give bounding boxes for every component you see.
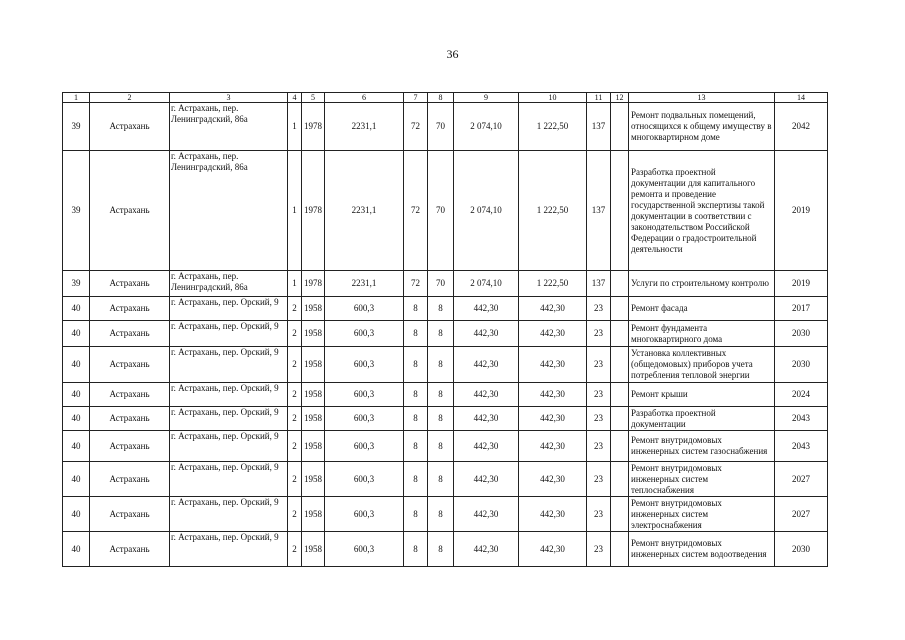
table-row (63, 103, 828, 151)
city-cell: Астрахань (90, 407, 170, 431)
table-row (63, 271, 828, 297)
table-row (63, 497, 828, 532)
address-cell: г. Астрахань, пер. Орский, 9 (170, 383, 288, 407)
year-due-cell: 2019 (775, 151, 828, 271)
cell: 23 (587, 497, 611, 532)
row-number-cell: 40 (63, 497, 90, 532)
year-cell: 1978 (302, 103, 325, 151)
cell (611, 321, 629, 347)
column-header: 1 (63, 93, 90, 103)
cell: 2 (288, 407, 302, 431)
cell: 442,30 (454, 462, 519, 497)
cell (611, 431, 629, 462)
address-cell: г. Астрахань, пер. Орский, 9 (170, 297, 288, 321)
year-due-cell: 2017 (775, 297, 828, 321)
cell: 442,30 (454, 497, 519, 532)
cell: 442,30 (454, 431, 519, 462)
cell: 1 (288, 151, 302, 271)
table-row (63, 347, 828, 383)
cell: 23 (587, 297, 611, 321)
table-row (63, 321, 828, 347)
year-cell: 1958 (302, 321, 325, 347)
column-header: 5 (302, 93, 325, 103)
cell: 2 (288, 347, 302, 383)
cell (611, 407, 629, 431)
cell: 442,30 (519, 297, 587, 321)
cell: 2 (288, 462, 302, 497)
column-header: 2 (90, 93, 170, 103)
city-cell: Астрахань (90, 431, 170, 462)
cell: 72 (404, 271, 428, 297)
cell: 442,30 (519, 462, 587, 497)
area-cell: 600,3 (325, 497, 404, 532)
cell: 70 (428, 151, 454, 271)
year-cell: 1958 (302, 431, 325, 462)
year-cell: 1958 (302, 347, 325, 383)
cell: 2 074,10 (454, 103, 519, 151)
year-due-cell: 2027 (775, 497, 828, 532)
work-type-cell: Услуги по строительному контролю (629, 271, 775, 297)
table-row (63, 151, 828, 271)
cell: 137 (587, 103, 611, 151)
page-number: 36 (446, 47, 459, 61)
address-cell: г. Астрахань, пер. Ленинградский, 86а (170, 103, 288, 151)
table-row (63, 462, 828, 497)
cell: 8 (428, 407, 454, 431)
city-cell: Астрахань (90, 151, 170, 271)
row-number-cell: 40 (63, 383, 90, 407)
work-type-cell: Разработка проектной документации (629, 407, 775, 431)
column-header: 8 (428, 93, 454, 103)
city-cell: Астрахань (90, 103, 170, 151)
year-cell: 1958 (302, 297, 325, 321)
area-cell: 2231,1 (325, 271, 404, 297)
year-cell: 1958 (302, 383, 325, 407)
cell: 8 (428, 347, 454, 383)
address-cell: г. Астрахань, пер. Орский, 9 (170, 407, 288, 431)
column-header: 12 (611, 93, 629, 103)
year-due-cell: 2043 (775, 431, 828, 462)
work-type-cell: Ремонт фундамента многоквартирного дома (629, 321, 775, 347)
cell: 442,30 (454, 532, 519, 567)
cell: 8 (428, 532, 454, 567)
year-due-cell: 2019 (775, 271, 828, 297)
column-header: 13 (629, 93, 775, 103)
cell (611, 347, 629, 383)
row-number-cell: 40 (63, 321, 90, 347)
work-type-cell: Ремонт внутридомовых инженерных систем теплоснабжения (629, 462, 775, 497)
column-header: 11 (587, 93, 611, 103)
cell: 8 (404, 407, 428, 431)
area-cell: 2231,1 (325, 151, 404, 271)
table-row (63, 383, 828, 407)
year-due-cell: 2043 (775, 407, 828, 431)
cell: 2 (288, 297, 302, 321)
area-cell: 2231,1 (325, 103, 404, 151)
cell: 442,30 (454, 407, 519, 431)
cell: 442,30 (519, 532, 587, 567)
area-cell: 600,3 (325, 462, 404, 497)
table-row (63, 297, 828, 321)
row-number-cell: 40 (63, 407, 90, 431)
cell: 8 (428, 321, 454, 347)
cell: 2 074,10 (454, 271, 519, 297)
address-cell: г. Астрахань, пер. Орский, 9 (170, 497, 288, 532)
cell: 1 222,50 (519, 103, 587, 151)
cell: 2 (288, 431, 302, 462)
year-due-cell: 2027 (775, 462, 828, 497)
cell: 70 (428, 103, 454, 151)
table-row (63, 407, 828, 431)
address-cell: г. Астрахань, пер. Орский, 9 (170, 431, 288, 462)
cell: 2 (288, 321, 302, 347)
cell: 8 (404, 431, 428, 462)
area-cell: 600,3 (325, 321, 404, 347)
work-type-cell: Ремонт крыши (629, 383, 775, 407)
column-header: 7 (404, 93, 428, 103)
cell: 1 (288, 103, 302, 151)
city-cell: Астрахань (90, 497, 170, 532)
table-row (63, 431, 828, 462)
cell: 23 (587, 431, 611, 462)
column-header: 6 (325, 93, 404, 103)
cell: 442,30 (519, 321, 587, 347)
work-type-cell: Ремонт фасада (629, 297, 775, 321)
cell (611, 462, 629, 497)
address-cell: г. Астрахань, пер. Орский, 9 (170, 532, 288, 567)
row-number-cell: 40 (63, 297, 90, 321)
cell: 442,30 (519, 347, 587, 383)
area-cell: 600,3 (325, 383, 404, 407)
row-number-cell: 39 (63, 103, 90, 151)
city-cell: Астрахань (90, 347, 170, 383)
address-cell: г. Астрахань, пер. Ленинградский, 86а (170, 271, 288, 297)
cell: 1 222,50 (519, 151, 587, 271)
area-cell: 600,3 (325, 532, 404, 567)
cell: 8 (404, 383, 428, 407)
work-type-cell: Ремонт внутридомовых инженерных систем газоснабжения (629, 431, 775, 462)
city-cell: Астрахань (90, 532, 170, 567)
row-number-cell: 39 (63, 151, 90, 271)
year-due-cell: 2024 (775, 383, 828, 407)
cell (611, 271, 629, 297)
city-cell: Астрахань (90, 271, 170, 297)
year-due-cell: 2030 (775, 321, 828, 347)
cell: 442,30 (454, 347, 519, 383)
cell: 8 (404, 297, 428, 321)
cell: 442,30 (519, 383, 587, 407)
year-cell: 1978 (302, 271, 325, 297)
area-cell: 600,3 (325, 297, 404, 321)
city-cell: Астрахань (90, 462, 170, 497)
cell: 8 (404, 347, 428, 383)
table-row (63, 532, 828, 567)
cell: 442,30 (519, 407, 587, 431)
city-cell: Астрахань (90, 383, 170, 407)
cell: 442,30 (519, 431, 587, 462)
row-number-cell: 40 (63, 431, 90, 462)
cell: 1 222,50 (519, 271, 587, 297)
address-cell: г. Астрахань, пер. Орский, 9 (170, 347, 288, 383)
cell: 8 (428, 383, 454, 407)
work-type-cell: Разработка проектной документации для капитального ремонта и проведение государственной экспертизы такой документации в соответствии с законодательством Российской Федерации о градостроительной деятельности (629, 151, 775, 271)
cell: 23 (587, 532, 611, 567)
work-type-cell: Ремонт внутридомовых инженерных систем электроснабжения (629, 497, 775, 532)
cell: 2 (288, 383, 302, 407)
cell: 8 (428, 497, 454, 532)
cell: 2 (288, 497, 302, 532)
cell: 442,30 (454, 297, 519, 321)
cell: 442,30 (454, 383, 519, 407)
city-cell: Астрахань (90, 297, 170, 321)
cell (611, 297, 629, 321)
cell: 8 (404, 532, 428, 567)
area-cell: 600,3 (325, 347, 404, 383)
city-cell: Астрахань (90, 321, 170, 347)
cell: 23 (587, 321, 611, 347)
cell (611, 532, 629, 567)
cell: 137 (587, 271, 611, 297)
cell: 8 (428, 431, 454, 462)
cell: 72 (404, 151, 428, 271)
cell: 72 (404, 103, 428, 151)
row-number-cell: 39 (63, 271, 90, 297)
cell: 23 (587, 347, 611, 383)
cell: 442,30 (519, 497, 587, 532)
address-cell: г. Астрахань, пер. Ленинградский, 86а (170, 151, 288, 271)
year-cell: 1958 (302, 532, 325, 567)
year-cell: 1958 (302, 462, 325, 497)
row-number-cell: 40 (63, 532, 90, 567)
column-header: 9 (454, 93, 519, 103)
cell: 137 (587, 151, 611, 271)
column-header: 10 (519, 93, 587, 103)
column-header: 3 (170, 93, 288, 103)
cell (611, 497, 629, 532)
area-cell: 600,3 (325, 407, 404, 431)
cell: 23 (587, 462, 611, 497)
cell: 8 (404, 462, 428, 497)
cell: 70 (428, 271, 454, 297)
cell: 8 (404, 321, 428, 347)
year-due-cell: 2030 (775, 347, 828, 383)
cell (611, 383, 629, 407)
work-type-cell: Установка коллективных (общедомовых) приборов учета потребления тепловой энергии (629, 347, 775, 383)
cell: 2 (288, 532, 302, 567)
column-header: 14 (775, 93, 828, 103)
year-cell: 1978 (302, 151, 325, 271)
work-type-cell: Ремонт подвальных помещений, относящихся к общему имуществу в многоквартирном доме (629, 103, 775, 151)
year-due-cell: 2030 (775, 532, 828, 567)
capital-repair-table (62, 92, 828, 567)
column-header: 4 (288, 93, 302, 103)
cell: 442,30 (454, 321, 519, 347)
cell: 2 074,10 (454, 151, 519, 271)
year-due-cell: 2042 (775, 103, 828, 151)
work-type-cell: Ремонт внутридомовых инженерных систем водоотведения (629, 532, 775, 567)
cell: 8 (404, 497, 428, 532)
cell (611, 103, 629, 151)
row-number-cell: 40 (63, 347, 90, 383)
cell: 1 (288, 271, 302, 297)
address-cell: г. Астрахань, пер. Орский, 9 (170, 462, 288, 497)
cell: 8 (428, 297, 454, 321)
row-number-cell: 40 (63, 462, 90, 497)
address-cell: г. Астрахань, пер. Орский, 9 (170, 321, 288, 347)
cell: 23 (587, 407, 611, 431)
year-cell: 1958 (302, 497, 325, 532)
cell (611, 151, 629, 271)
area-cell: 600,3 (325, 431, 404, 462)
cell: 23 (587, 383, 611, 407)
year-cell: 1958 (302, 407, 325, 431)
column-number-row (63, 93, 828, 103)
cell: 8 (428, 462, 454, 497)
